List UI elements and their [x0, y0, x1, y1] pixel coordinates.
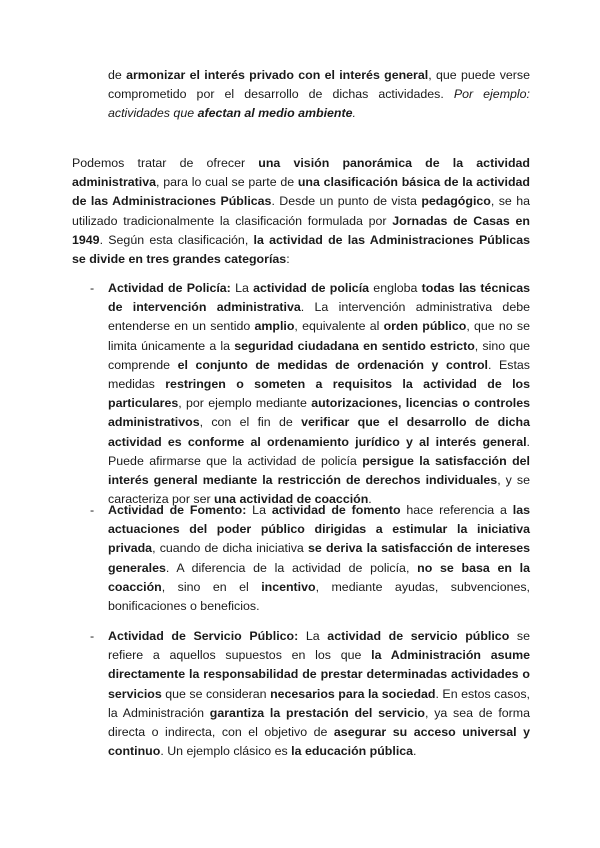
emphasis-run: Por ejemplo: actividades que — [108, 87, 530, 121]
continuation-paragraph — [108, 66, 530, 124]
text-run: engloba — [369, 281, 422, 295]
emphasis-run: orden público — [383, 319, 467, 334]
text-run: . — [413, 744, 417, 759]
emphasis-run: la educación pública — [291, 744, 414, 759]
emphasis-run: pedagógico — [421, 194, 491, 209]
emphasis-run: autorizaciones, licencias o controles administrativos — [108, 396, 530, 430]
text-run: . — [368, 492, 372, 507]
emphasis-run: Actividad de Servicio Público: — [108, 629, 299, 643]
text-run: de — [108, 68, 127, 82]
list-item-text — [108, 501, 530, 616]
emphasis-run: afectan al medio ambiente — [197, 106, 353, 121]
emphasis-run: garantiza la prestación del servicio — [209, 705, 425, 720]
text-run: . Según esta clasificación, — [99, 232, 254, 247]
text-run: , y se caracteriza por ser — [108, 473, 530, 507]
text-run: hace referencia a — [400, 503, 513, 517]
text-run: , que puede verse comprometido por el desarrollo de dichas actividades. — [108, 68, 530, 102]
emphasis-run: armonizar el interés privado con el interés general — [126, 68, 429, 82]
emphasis-run: incentivo — [261, 579, 316, 594]
emphasis-run: las actuaciones del poder público dirigidas a estimular la iniciativa privada — [108, 503, 530, 556]
emphasis-run: todas las técnicas de intervención administrativa — [108, 281, 531, 315]
emphasis-run: actividad de policía — [253, 281, 370, 295]
emphasis-run: amplio — [254, 319, 295, 334]
text-run: , cuando de dicha iniciativa — [152, 541, 308, 556]
text-run: se refiere a aquellos supuestos en los que — [108, 629, 531, 663]
text-run: La — [298, 629, 328, 643]
text-run: que se consideran — [161, 686, 271, 701]
emphasis-run: persigue la satisfacción del interés general mediante la restricción de derechos individuales — [108, 453, 530, 488]
text-run: . Un ejemplo clásico es — [160, 744, 292, 759]
text-run: , por ejemplo mediante — [178, 396, 312, 411]
emphasis-run: una clasificación básica de la actividad de las Administraciones Públicas — [72, 175, 531, 209]
emphasis-run: la actividad de las Administraciones Públicas se divide en tres grandes categorías — [72, 232, 530, 267]
emphasis-run: . — [352, 106, 356, 121]
emphasis-run: actividad de fomento — [271, 503, 401, 517]
text-run: , que no se limita únicamente a la — [108, 319, 531, 353]
text-run: , con el fin de — [199, 415, 302, 430]
emphasis-run: no se basa en la coacción — [108, 560, 530, 594]
text-run: . Estas medidas — [108, 357, 530, 392]
emphasis-run: la Administración asume directamente la responsabilidad de prestar determinadas actividades o servicios — [108, 648, 530, 701]
text-run: . Puede afirmarse que la actividad de policía — [108, 434, 530, 468]
emphasis-run: asegurar su acceso universal y continuo — [108, 725, 530, 759]
text-run: . En estos casos, la Administración — [108, 686, 530, 720]
list-item-text — [108, 627, 530, 761]
bullet-dash: - — [90, 503, 95, 517]
text-run: La — [230, 281, 254, 295]
text-run: , equivalente al — [294, 319, 384, 334]
text-run: , sino que comprende — [108, 338, 530, 372]
text-run: . A diferencia de la actividad de policía, — [165, 560, 418, 575]
emphasis-run: restringen o someten a requisitos la actividad de los particulares — [108, 377, 530, 411]
emphasis-run: actividad de servicio público — [327, 629, 510, 643]
text-run: . La intervención administrativa debe entenderse en un sentido — [108, 300, 530, 334]
bullet-dash: - — [90, 281, 95, 295]
text-run: , para lo cual se parte de — [156, 175, 298, 190]
text-run: La — [246, 503, 272, 517]
emphasis-run: Actividad de Policía: — [108, 281, 231, 295]
text-run: , se ha utilizado tradicionalmente la clasificación formulada por — [72, 194, 531, 228]
emphasis-run: una visión panorámica de la actividad administrativa — [72, 156, 530, 190]
emphasis-run: el conjunto de medidas de ordenación y control — [177, 357, 488, 372]
emphasis-run: necesarios para la sociedad — [270, 686, 436, 701]
intro-paragraph — [72, 154, 530, 269]
text-run: , mediante ayudas, subvenciones, bonificaciones o beneficios. — [108, 579, 530, 614]
emphasis-run: una actividad de coacción — [214, 492, 369, 507]
bullet-dash: - — [90, 629, 95, 643]
emphasis-run: seguridad ciudadana en sentido estricto — [234, 338, 475, 353]
emphasis-run: se deriva la satisfacción de intereses generales — [108, 541, 530, 575]
text-run: . Desde un punto de vista — [271, 194, 422, 209]
text-run: Podemos tratar de ofrecer — [72, 156, 259, 170]
emphasis-run: Actividad de Fomento: — [108, 503, 247, 517]
text-run: , ya sea de forma directa o indirecta, con el objetivo de — [108, 705, 531, 740]
text-run: : — [286, 252, 290, 267]
emphasis-run: Jornadas de Casas en 1949 — [72, 213, 531, 247]
text-run: , sino en el — [161, 579, 262, 594]
emphasis-run: verificar que el desarrollo de dicha actividad es conforme al ordenamiento jurídico y al interés general — [108, 415, 530, 449]
list-item-text — [108, 279, 530, 509]
